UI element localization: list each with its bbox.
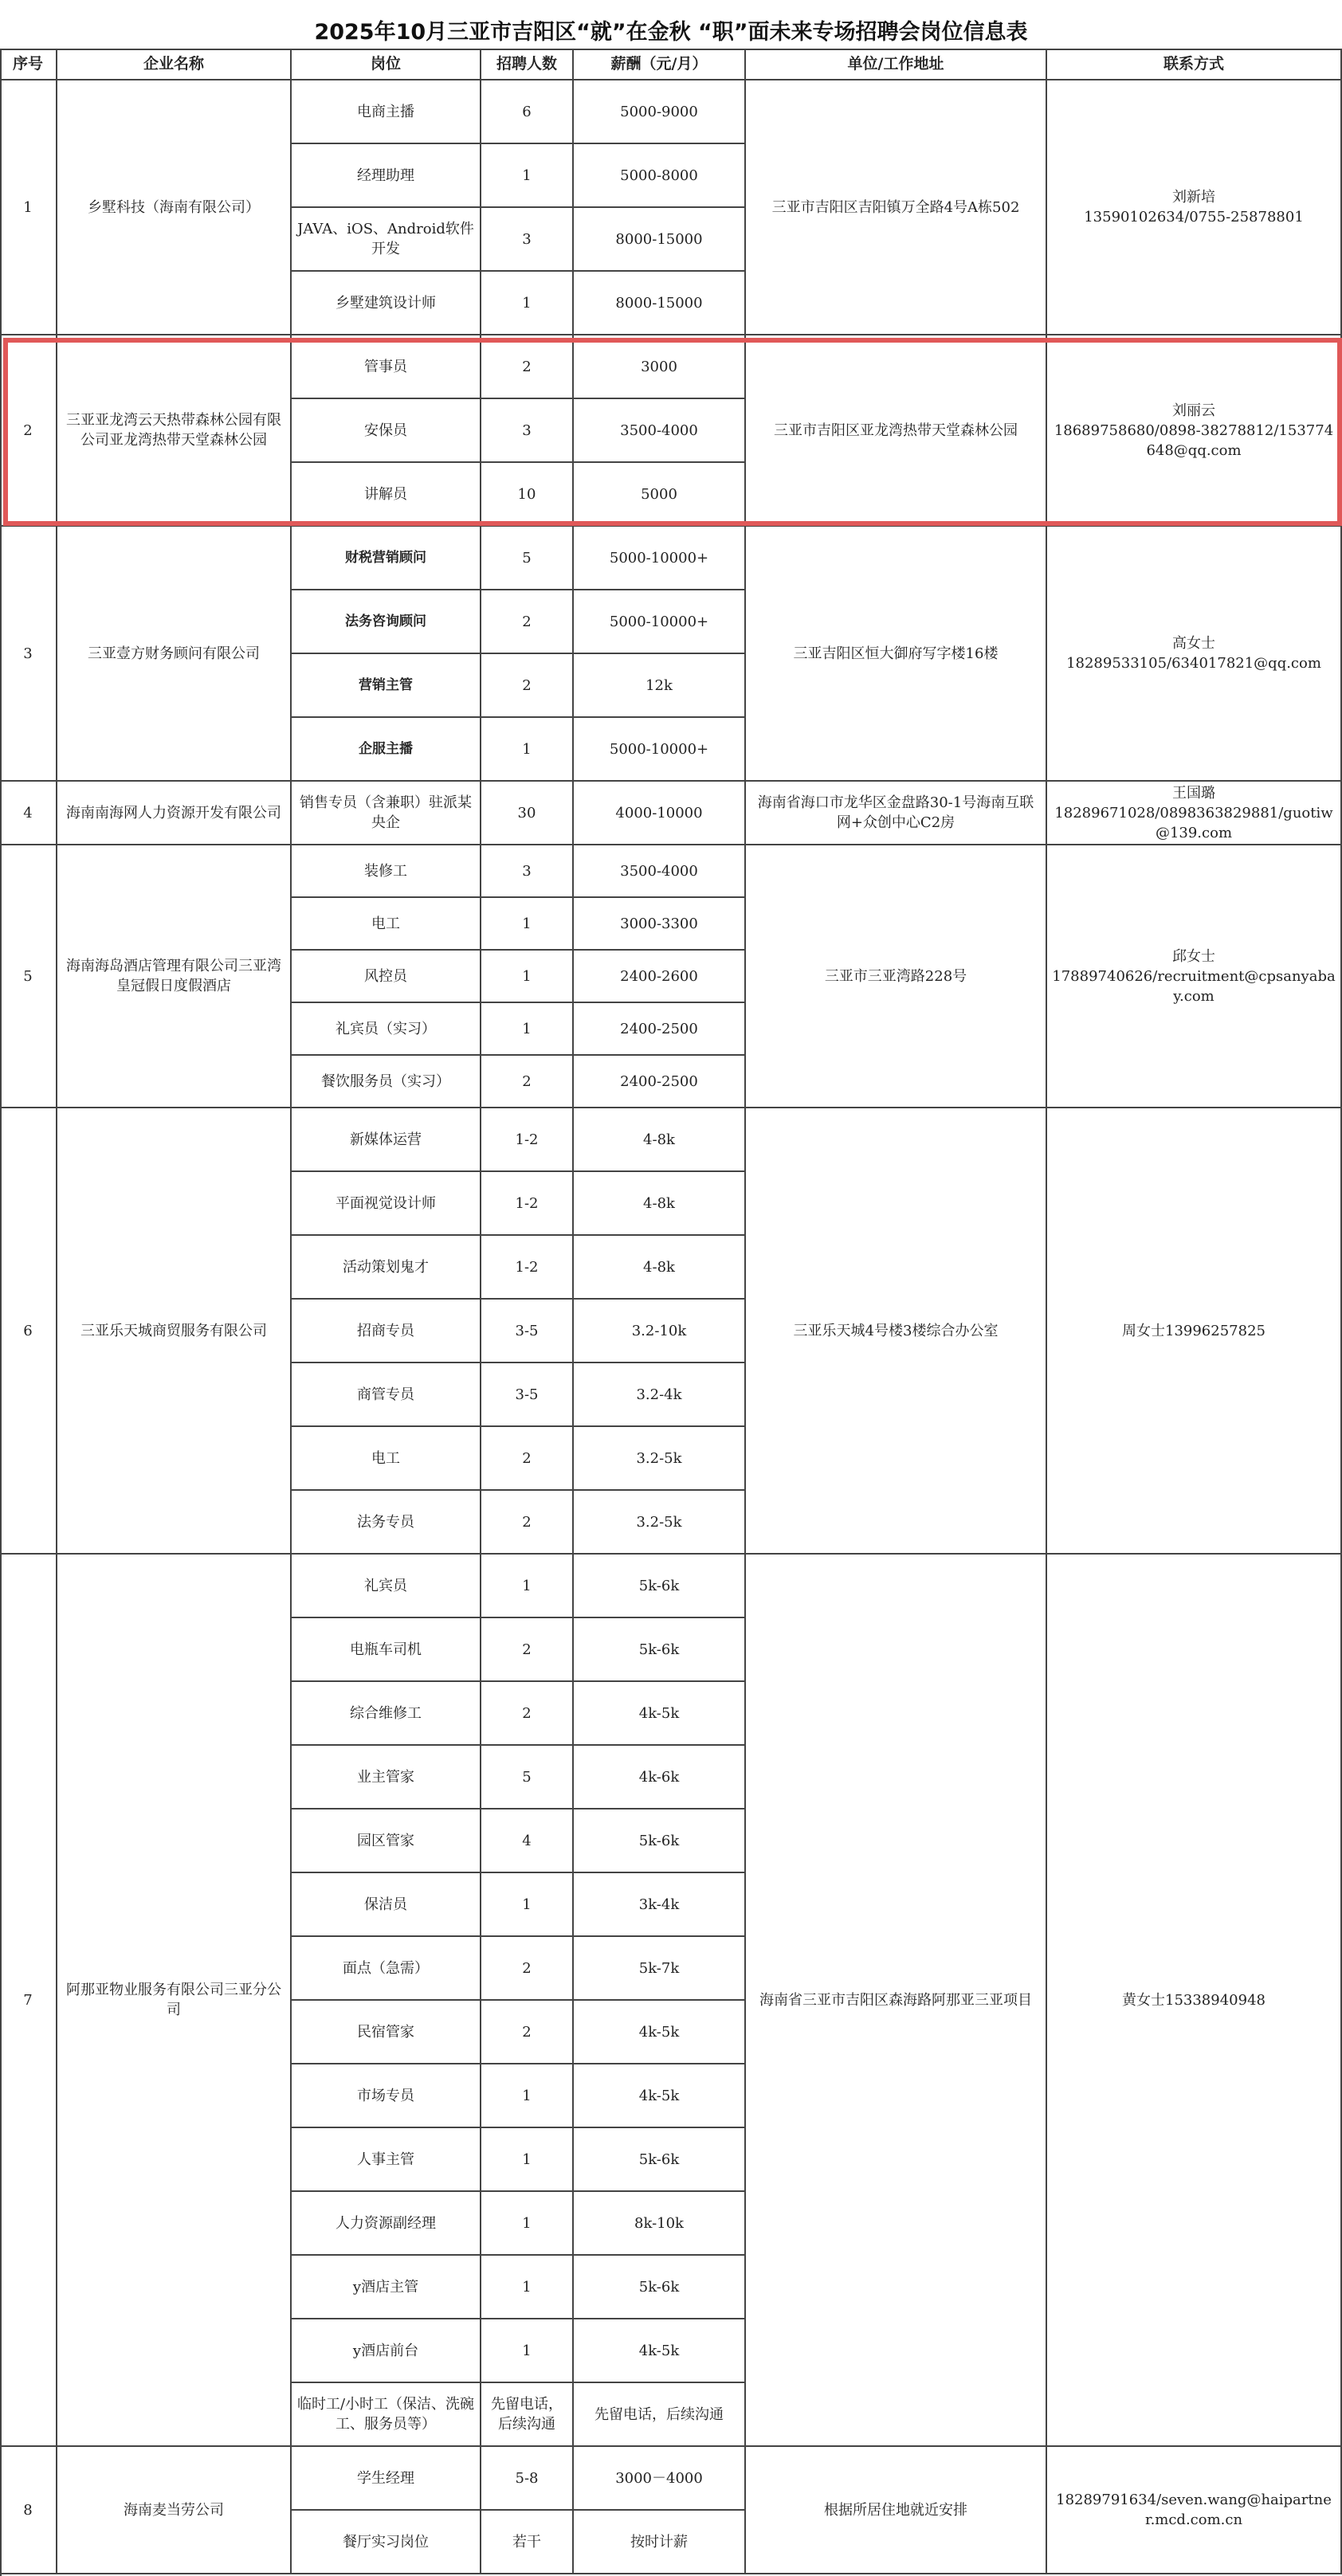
job-title: JAVA、iOS、Android软件开发 <box>292 208 481 272</box>
column-header-contact-info: 联系方式 <box>1047 49 1342 80</box>
headcount: 2 <box>481 590 574 654</box>
job-title: 电商主播 <box>292 80 481 144</box>
headcount: 若干 <box>481 2511 574 2574</box>
job-title: 经理助理 <box>292 144 481 208</box>
job-title: 安保员 <box>292 399 481 463</box>
headcount: 2 <box>481 2001 574 2064</box>
salary: 4000-10000 <box>574 782 746 845</box>
job-title: 法务咨询顾问 <box>292 590 481 654</box>
row-number: 4 <box>0 782 57 845</box>
salary: 4-8k <box>574 1172 746 1236</box>
headcount: 1 <box>481 272 574 335</box>
job-title: 人力资源副经理 <box>292 2192 481 2256</box>
contact-info: 邱女士 17889740626/recruitment@cpsanyabay.com <box>1047 845 1342 1108</box>
headcount: 1 <box>481 718 574 782</box>
company-name: 阿那亚物业服务有限公司三亚分公司 <box>57 1555 292 2447</box>
job-title: 风控员 <box>292 951 481 1003</box>
headcount: 3-5 <box>481 1300 574 1363</box>
headcount: 4 <box>481 1809 574 1873</box>
salary: 4-8k <box>574 1236 746 1300</box>
job-title: 面点（急需） <box>292 1937 481 2001</box>
job-title: 商管专员 <box>292 1363 481 1427</box>
contact-info: 高女士 18289533105/634017821@qq.com <box>1047 527 1342 782</box>
salary: 2400-2500 <box>574 1003 746 1056</box>
salary: 5k-6k <box>574 1618 746 1682</box>
job-title: 电瓶车司机 <box>292 1618 481 1682</box>
headcount: 2 <box>481 654 574 718</box>
column-header-work-address: 单位/工作地址 <box>746 49 1047 80</box>
salary: 5000-10000+ <box>574 527 746 590</box>
company-name: 海南麦当劳公司 <box>57 2447 292 2574</box>
headcount: 30 <box>481 782 574 845</box>
work-address: 三亚市吉阳区亚龙湾热带天堂森林公园 <box>746 335 1047 527</box>
headcount: 10 <box>481 463 574 527</box>
headcount: 3-5 <box>481 1363 574 1427</box>
salary: 4-8k <box>574 1108 746 1172</box>
salary: 8k-10k <box>574 2192 746 2256</box>
column-header-salary: 薪酬（元/月） <box>574 49 746 80</box>
row-number: 6 <box>0 1108 57 1555</box>
headcount: 5 <box>481 527 574 590</box>
headcount: 3 <box>481 399 574 463</box>
salary: 5000 <box>574 463 746 527</box>
salary: 5k-7k <box>574 1937 746 2001</box>
headcount: 5-8 <box>481 2447 574 2511</box>
job-title: y酒店前台 <box>292 2319 481 2383</box>
company-name: 海南南海网人力资源开发有限公司 <box>57 782 292 845</box>
headcount: 1 <box>481 144 574 208</box>
salary: 5k-6k <box>574 1809 746 1873</box>
salary: 按时计薪 <box>574 2511 746 2574</box>
work-address: 三亚市吉阳区吉阳镇万全路4号A栋502 <box>746 80 1047 335</box>
company-name: 三亚乐天城商贸服务有限公司 <box>57 1108 292 1555</box>
job-title: 招商专员 <box>292 1300 481 1363</box>
job-title: 销售专员（含兼职）驻派某央企 <box>292 782 481 845</box>
contact-info: 王国璐 18289671028/0898363829881/guotiw@139.com <box>1047 782 1342 845</box>
headcount: 1 <box>481 2319 574 2383</box>
salary: 12k <box>574 654 746 718</box>
job-title: 民宿管家 <box>292 2001 481 2064</box>
work-address: 三亚市三亚湾路228号 <box>746 845 1047 1108</box>
job-title: 临时工/小时工（保洁、洗碗工、服务员等） <box>292 2383 481 2447</box>
row-number: 3 <box>0 527 57 782</box>
headcount: 先留电话，后续沟通 <box>481 2383 574 2447</box>
job-title: 活动策划鬼才 <box>292 1236 481 1300</box>
salary: 5000-8000 <box>574 144 746 208</box>
salary: 3000－4000 <box>574 2447 746 2511</box>
salary: 2400-2500 <box>574 1056 746 1108</box>
headcount: 1 <box>481 1003 574 1056</box>
job-title: 财税营销顾问 <box>292 527 481 590</box>
salary: 3500-4000 <box>574 845 746 898</box>
job-title: 餐厅实习岗位 <box>292 2511 481 2574</box>
salary: 3k-4k <box>574 1873 746 1937</box>
salary: 8000-15000 <box>574 208 746 272</box>
salary: 4k-5k <box>574 1682 746 1746</box>
headcount: 1-2 <box>481 1172 574 1236</box>
headcount: 2 <box>481 1056 574 1108</box>
headcount: 3 <box>481 845 574 898</box>
salary: 5k-6k <box>574 2128 746 2192</box>
row-number: 2 <box>0 335 57 527</box>
work-address: 根据所居住地就近安排 <box>746 2447 1047 2574</box>
job-title: 餐饮服务员（实习） <box>292 1056 481 1108</box>
contact-info: 周女士13996257825 <box>1047 1108 1342 1555</box>
salary: 5000-10000+ <box>574 718 746 782</box>
work-address: 三亚吉阳区恒大御府写字楼16楼 <box>746 527 1047 782</box>
salary: 3.2-5k <box>574 1427 746 1491</box>
job-title: 平面视觉设计师 <box>292 1172 481 1236</box>
salary: 5k-6k <box>574 2256 746 2319</box>
salary: 3.2-5k <box>574 1491 746 1555</box>
contact-info: 刘丽云 18689758680/0898-38278812/153774648@qq.com <box>1047 335 1342 527</box>
job-title: 综合维修工 <box>292 1682 481 1746</box>
column-header-seq-number: 序号 <box>0 49 57 80</box>
company-name: 三亚壹方财务顾问有限公司 <box>57 527 292 782</box>
headcount: 2 <box>481 1427 574 1491</box>
headcount: 1 <box>481 1873 574 1937</box>
headcount: 3 <box>481 208 574 272</box>
headcount: 2 <box>481 1682 574 1746</box>
page-title: 2025年10月三亚市吉阳区“就”在金秋 “职”面未来专场招聘会岗位信息表 <box>314 20 1028 45</box>
job-title: 营销主管 <box>292 654 481 718</box>
headcount: 1 <box>481 2256 574 2319</box>
job-title: 保洁员 <box>292 1873 481 1937</box>
salary: 8000-15000 <box>574 272 746 335</box>
contact-info: 黄女士15338940948 <box>1047 1555 1342 2447</box>
company-name: 三亚亚龙湾云天热带森林公园有限公司亚龙湾热带天堂森林公园 <box>57 335 292 527</box>
row-number: 8 <box>0 2447 57 2574</box>
salary: 4k-5k <box>574 2001 746 2064</box>
contact-info: 刘新培 13590102634/0755-25878801 <box>1047 80 1342 335</box>
row-number: 5 <box>0 845 57 1108</box>
salary: 2400-2600 <box>574 951 746 1003</box>
salary: 先留电话，后续沟通 <box>574 2383 746 2447</box>
headcount: 2 <box>481 1937 574 2001</box>
headcount: 1 <box>481 2128 574 2192</box>
company-name: 海南海岛酒店管理有限公司三亚湾皇冠假日度假酒店 <box>57 845 292 1108</box>
job-title: 礼宾员（实习） <box>292 1003 481 1056</box>
salary: 5k-6k <box>574 1555 746 1618</box>
job-title: 园区管家 <box>292 1809 481 1873</box>
job-title: 企服主播 <box>292 718 481 782</box>
job-title: 市场专员 <box>292 2064 481 2128</box>
headcount: 2 <box>481 1491 574 1555</box>
row-number: 1 <box>0 80 57 335</box>
headcount: 1 <box>481 2192 574 2256</box>
work-address: 三亚乐天城4号楼3楼综合办公室 <box>746 1108 1047 1555</box>
salary: 3500-4000 <box>574 399 746 463</box>
headcount: 2 <box>481 335 574 399</box>
company-name: 乡墅科技（海南有限公司） <box>57 80 292 335</box>
salary: 3.2-10k <box>574 1300 746 1363</box>
headcount: 1 <box>481 951 574 1003</box>
work-address: 海南省海口市龙华区金盘路30-1号海南互联网+众创中心C2房 <box>746 782 1047 845</box>
row-number: 7 <box>0 1555 57 2447</box>
column-header-headcount: 招聘人数 <box>481 49 574 80</box>
headcount: 1 <box>481 2064 574 2128</box>
job-title: 装修工 <box>292 845 481 898</box>
salary: 5000-10000+ <box>574 590 746 654</box>
headcount: 1 <box>481 898 574 951</box>
job-title: 新媒体运营 <box>292 1108 481 1172</box>
job-title: 人事主管 <box>292 2128 481 2192</box>
salary: 3000 <box>574 335 746 399</box>
headcount: 5 <box>481 1746 574 1809</box>
job-title: 学生经理 <box>292 2447 481 2511</box>
job-title: 法务专员 <box>292 1491 481 1555</box>
headcount: 6 <box>481 80 574 144</box>
salary: 3000-3300 <box>574 898 746 951</box>
job-title: 业主管家 <box>292 1746 481 1809</box>
job-title: 管事员 <box>292 335 481 399</box>
contact-info: 18289791634/seven.wang@haipartner.mcd.com.cn <box>1047 2447 1342 2574</box>
job-title: 乡墅建筑设计师 <box>292 272 481 335</box>
salary: 3.2-4k <box>574 1363 746 1427</box>
column-header-company-name: 企业名称 <box>57 49 292 80</box>
job-title: 电工 <box>292 898 481 951</box>
salary: 4k-6k <box>574 1746 746 1809</box>
job-title: 礼宾员 <box>292 1555 481 1618</box>
job-title: 讲解员 <box>292 463 481 527</box>
headcount: 2 <box>481 1618 574 1682</box>
work-address: 海南省三亚市吉阳区森海路阿那亚三亚项目 <box>746 1555 1047 2447</box>
headcount: 1-2 <box>481 1108 574 1172</box>
job-title: y酒店主管 <box>292 2256 481 2319</box>
headcount: 1 <box>481 1555 574 1618</box>
salary: 4k-5k <box>574 2319 746 2383</box>
salary: 4k-5k <box>574 2064 746 2128</box>
job-title: 电工 <box>292 1427 481 1491</box>
column-header-job-title: 岗位 <box>292 49 481 80</box>
headcount: 1-2 <box>481 1236 574 1300</box>
salary: 5000-9000 <box>574 80 746 144</box>
